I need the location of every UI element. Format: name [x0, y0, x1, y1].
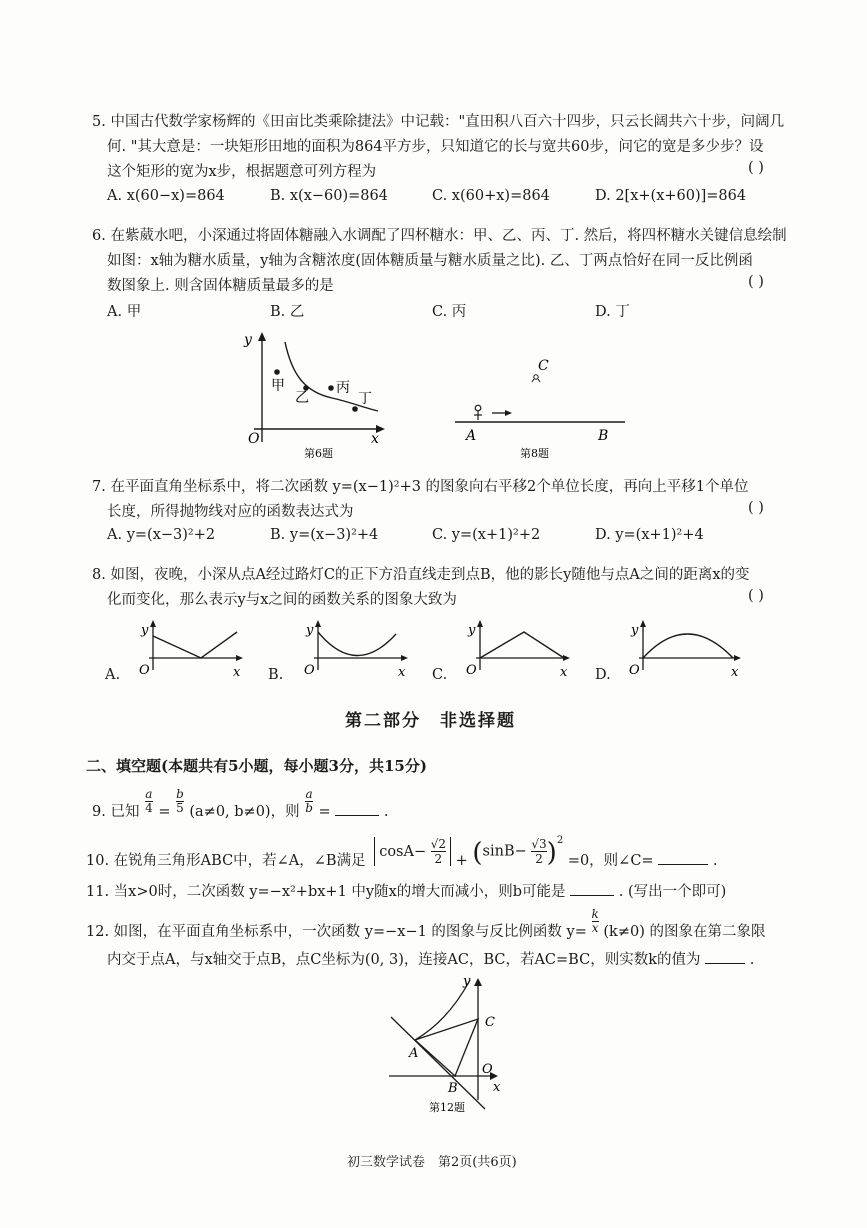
fig6-ding: 丁 — [358, 391, 372, 407]
q12-pre: 12. 如图，在平面直角坐标系中，一次函数 y=−x−1 的图象与反比例函数 y= — [86, 923, 587, 940]
fig8-a-label: A — [466, 428, 477, 444]
q9-frac2-num: b — [176, 787, 184, 801]
q10-frac1 — [431, 837, 446, 866]
q8-line2: 化而变化，那么表示y与x之间的函数关系的图象大致为 — [107, 592, 457, 608]
q9-frac1 — [145, 788, 153, 815]
q8-label-d: D. — [595, 667, 611, 683]
q10-frac1-num: √2 — [430, 836, 447, 851]
q8-answer-paren: ( ) — [748, 588, 764, 604]
q5-option-b: B. x(x−60)=864 — [270, 188, 388, 204]
q6-option-a: A. 甲 — [107, 304, 142, 320]
q8c-x: x — [560, 665, 568, 680]
q11 — [86, 880, 726, 901]
q8d-x: x — [731, 665, 739, 680]
q9-frac2-den: 5 — [176, 801, 184, 815]
q5-option-a: A. x(60−x)=864 — [107, 188, 225, 204]
fig8-c-label: C — [538, 358, 549, 374]
q8b-o: O — [304, 663, 315, 678]
q11-text: 11. 当x>0时，二次函数 y=−x²+bx+1 中y随x的增大而减小，则b可能是 — [86, 884, 566, 900]
q10-frac2-num: √3 — [531, 836, 547, 851]
q12-end: . — [749, 952, 755, 968]
q9-frac3 — [305, 788, 313, 815]
q5-line1: 5. 中国古代数学家杨辉的《田亩比类乘除捷法》中记载："直田积八百六十四步，只云长阔共六十步，问阔几 — [92, 114, 785, 130]
q12-frac-num: k — [591, 907, 599, 921]
q5-line2: 何. "其大意是：一块矩形田地的面积为864平方步，只知道它的长与宽共60步，问它的宽是多少步？设 — [107, 139, 764, 155]
fig8-caption: 第8题 — [520, 447, 549, 460]
q8c-y: y — [468, 623, 476, 638]
q8-graph-b — [300, 620, 415, 682]
q12-line2-text: 内交于点A，与x轴交于点B，点C坐标为(0, 3)，连接AC，BC，若AC=BC，则实数k的值为 — [107, 952, 701, 968]
q6-line2: 如图：x轴为糖水质量，y轴为含糖浓度(固体糖质量与糖水质量之比). 乙、丁两点恰好在同一反比例函 — [107, 253, 753, 269]
fig12-o: O — [482, 1062, 493, 1077]
q11-end: . (写出一个即可) — [618, 884, 727, 900]
q7-option-d: D. y=(x+1)²+4 — [595, 527, 704, 543]
fig6-origin: O — [248, 431, 260, 447]
fig12-a: A — [409, 1046, 419, 1061]
q9-frac1-den: 4 — [145, 801, 153, 815]
q7-option-c: C. y=(x+1)²+2 — [432, 527, 541, 543]
q10-abs — [374, 837, 451, 866]
fig6-bing: 丙 — [336, 380, 350, 396]
q6-option-d: D. 丁 — [595, 304, 630, 320]
q10-frac2 — [531, 837, 546, 866]
q8-graph-a — [135, 620, 250, 682]
q8c-o: O — [466, 663, 477, 678]
figure-6 — [240, 330, 400, 460]
q8a-o: O — [139, 663, 150, 678]
q5-option-c: C. x(60+x)=864 — [432, 188, 550, 204]
page-footer: 初三数学试卷 第2页(共6页) — [347, 1155, 517, 1170]
q9-answer-blank[interactable] — [335, 803, 379, 816]
fig6-x-label: x — [371, 431, 379, 447]
q6-option-b: B. 乙 — [270, 304, 305, 320]
q10-sin-group — [483, 837, 547, 866]
fig8-b-label: B — [598, 428, 609, 444]
q7-line2: 长度，所得抛物线对应的函数表达式为 — [107, 504, 354, 520]
q8b-y: y — [306, 623, 314, 638]
q6-line1: 6. 在紫葳水吧，小深通过将固体糖融入水调配了四杯糖水：甲、乙、丙、丁. 然后，将四杯糖水关键信息绘制 — [92, 228, 787, 244]
q9-frac1-num: a — [145, 787, 153, 801]
q6-answer-paren: ( ) — [748, 274, 764, 290]
fig6-caption: 第6题 — [304, 447, 333, 460]
part2-title: 第二部分 非选择题 — [345, 711, 516, 731]
q8-label-b: B. — [268, 667, 284, 683]
q8-graph-d — [625, 620, 750, 682]
q6-option-c: C. 丙 — [432, 304, 467, 320]
q10-sin: sinB− — [482, 843, 527, 859]
q12-post: (k≠0) 的图象在第二象限 — [603, 923, 766, 940]
fig6-jia: 甲 — [271, 378, 285, 394]
q8a-y: y — [141, 623, 149, 638]
q12-answer-blank[interactable] — [705, 951, 745, 964]
q11-answer-blank[interactable] — [570, 883, 614, 896]
q10-post: =0，则∠C= — [567, 853, 654, 869]
q9-pre: 9. 已知 — [92, 803, 140, 820]
q9-eq2: = — [318, 803, 331, 820]
q10-answer-blank[interactable] — [658, 852, 708, 865]
fig12-c: C — [485, 1015, 495, 1030]
q12-frac — [592, 908, 599, 935]
q8-label-a: A. — [105, 667, 121, 683]
q10-frac2-den: 2 — [535, 851, 543, 866]
q8a-x: x — [233, 665, 241, 680]
fig12-y: y — [463, 975, 471, 989]
figure-12 — [385, 975, 515, 1115]
q8-graph-c — [462, 620, 577, 682]
q7-answer-paren: ( ) — [748, 500, 764, 516]
q8d-o: O — [629, 663, 640, 678]
q8d-y: y — [631, 623, 639, 638]
fig12-caption: 第12题 — [429, 1101, 465, 1114]
fig6-yi: 乙 — [295, 390, 309, 406]
q9-frac2 — [176, 788, 184, 815]
q12-frac-den: x — [591, 921, 599, 935]
fig12-b: B — [448, 1081, 458, 1096]
figure-8 — [450, 350, 630, 460]
q10-square: 2 — [556, 835, 564, 847]
q5-answer-paren: ( ) — [748, 160, 764, 176]
q7-option-a: A. y=(x−3)²+2 — [107, 527, 216, 543]
q5-option-d: D. 2[x+(x+60)]=864 — [595, 188, 747, 204]
q8-label-c: C. — [432, 667, 448, 683]
q10: 10. 在锐角三角形ABC中，若∠A，∠B满足 cosA− $\frac{√2}{2}$ + (sinB− $\frac{√3}{2}$ )$^2$ =0，则∠C= . — [86, 835, 718, 869]
q9-frac3-num: a — [305, 787, 313, 801]
q7-option-b: B. y=(x−3)²+4 — [270, 527, 379, 543]
q9-frac3-den: b — [305, 801, 313, 815]
fig6-y-label: y — [244, 332, 252, 348]
q8-line1: 8. 如图，夜晚，小深从点A经过路灯C的正下方沿直线走到点B，他的影长y随他与点A之间的距离x的变 — [92, 567, 750, 583]
q9 — [92, 788, 388, 828]
q9-eq: = — [158, 803, 171, 820]
q10-pre: 10. 在锐角三角形ABC中，若∠A，∠B满足 — [86, 853, 366, 869]
q10-cos: cosA− — [379, 844, 427, 860]
q10-frac1-den: 2 — [434, 851, 443, 866]
q7-line1: 7. 在平面直角坐标系中，将二次函数 y=(x−1)²+3 的图象向右平移2个单位长度，再向上平移1个单位 — [92, 479, 749, 495]
q8b-x: x — [398, 665, 406, 680]
q10-plus: + — [455, 853, 468, 869]
q12-line2 — [107, 948, 754, 969]
q6-line3: 数图象上. 则含固体糖质量最多的是 — [107, 278, 334, 294]
fig12-x: x — [493, 1080, 501, 1095]
q12-line1 — [86, 908, 765, 948]
q9-end: . — [383, 803, 389, 820]
q5-line3: 这个矩形的宽为x步，根据题意可列方程为 — [107, 164, 377, 180]
fill-blank-header: 二、填空题(本题共有5小题，每小题3分，共15分) — [86, 757, 427, 775]
q9-cond: (a≠0, b≠0)，则 — [189, 803, 300, 820]
q10-end: . — [712, 853, 718, 869]
